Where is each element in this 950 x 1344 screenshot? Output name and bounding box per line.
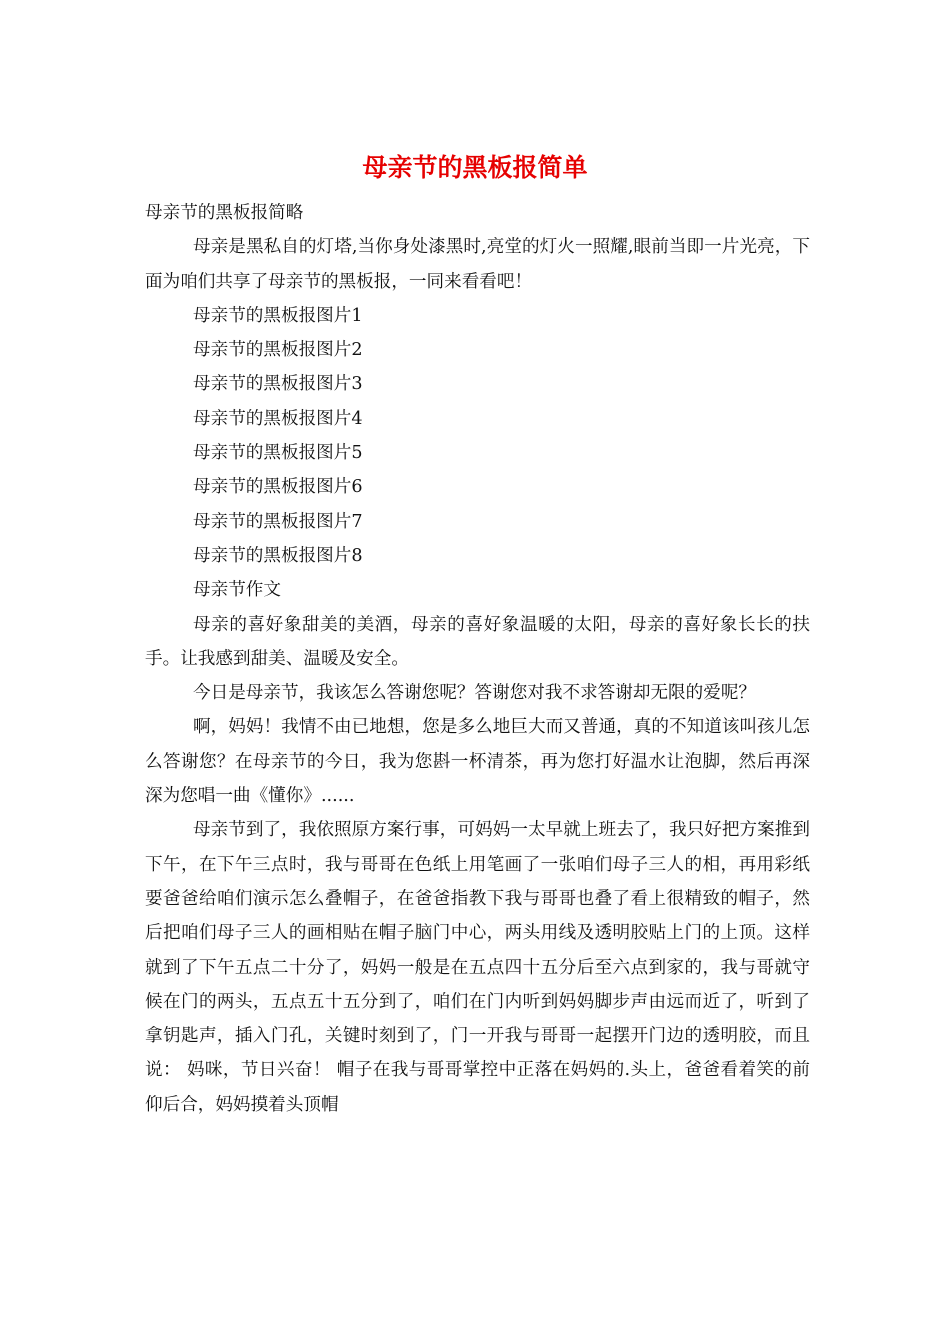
essay-paragraph-4: 母亲节到了，我依照原方案行事，可妈妈一太早就上班去了，我只好把方案推到下午，在下午三点时，我与哥哥在色纸上用笔画了一张咱们母子三人的相，再用彩纸要爸爸给咱们演示怎么叠帽子，在爸爸指教下我与哥哥也叠了看上很精致的帽子，然后把咱们母子三人的画相贴在帽子脑门中心，两头用线及透明胶贴上门的上顶。这样就到了下午五点二十分了，妈妈一般是在五点四十五分后至六点到家的，我与哥就守候在门的两头，五点五十五分到了，咱们在门内听到妈妈脚步声由远而近了，听到了拿钥匙声，插入门孔，关键时刻到了，门一开我与哥哥一起摆开门边的透明胶，而且说： 妈咪，节日兴奋！ 帽子在我与哥哥掌控中正落在妈妈的.头上，爸爸看着笑的前仰后合，妈妈摸着头顶帽	[145, 820, 810, 1115]
essay-heading: 母亲节作文	[193, 580, 281, 601]
image-caption-8: 母亲节的黑板报图片8	[193, 545, 363, 566]
image-caption-2: 母亲节的黑板报图片2	[193, 340, 363, 361]
image-caption-1: 母亲节的黑板报图片1	[193, 305, 363, 326]
essay-paragraph-2: 今日是母亲节，我该怎么答谢您呢？答谢您对我不求答谢却无限的爱呢？	[193, 683, 757, 704]
image-caption-6: 母亲节的黑板报图片6	[193, 477, 363, 498]
image-caption-4: 母亲节的黑板报图片4	[193, 408, 363, 429]
image-caption-5: 母亲节的黑板报图片5	[193, 443, 363, 464]
essay-paragraph-1: 母亲的喜好象甜美的美酒，母亲的喜好象温暖的太阳，母亲的喜好象长长的扶手。让我感到甜美、温暖及安全。	[145, 614, 810, 669]
document-body	[145, 196, 810, 1122]
document-subtitle: 母亲节的黑板报简略	[145, 203, 304, 223]
essay-paragraph-3: 啊，妈妈！我情不由已地想，您是多么地巨大而又普通，真的不知道该叫孩儿怎么答谢您？在母亲节的今日，我为您斟一杯清茶，再为您打好温水让泡脚，然后再深深为您唱一曲《懂你》......	[145, 717, 810, 807]
image-caption-7: 母亲节的黑板报图片7	[193, 511, 363, 532]
image-caption-3: 母亲节的黑板报图片3	[193, 374, 363, 395]
document-title: 母亲节的黑板报简单	[362, 153, 588, 182]
intro-paragraph: 母亲是黑私自的灯塔,当你身处漆黑时,亮堂的灯火一照耀,眼前当即一片光亮，下面为咱们共享了母亲节的黑板报，一同来看看吧！	[145, 237, 810, 292]
